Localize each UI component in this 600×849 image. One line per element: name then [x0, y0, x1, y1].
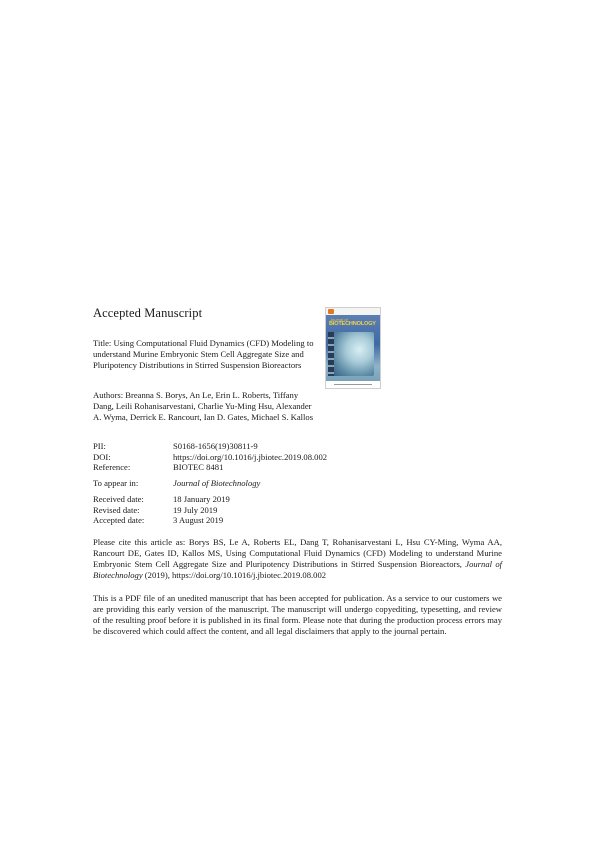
accepted-value: 3 August 2019 [173, 515, 224, 526]
reference-label: Reference: [93, 462, 131, 473]
received-label: Received date: [93, 494, 144, 504]
journal-cover-image [325, 307, 381, 389]
pii-row [93, 441, 327, 452]
cover-journal-name: BIOTECHNOLOGY [329, 321, 376, 327]
accepted-label: Accepted date: [93, 515, 145, 526]
revised-value: 19 July 2019 [173, 504, 218, 515]
pii-value: S0168-1656(19)30811-9 [173, 441, 258, 451]
cover-journal-of: Journal of [330, 317, 348, 322]
journal-name: Journal of Biotechnology [173, 478, 261, 488]
citation-journal: Journal of Biotechnology [93, 558, 502, 580]
pii-label: PII: [93, 441, 106, 451]
authors: Authors: Breanna S. Borys, An Le, Erin L. Roberts, Tiffany Dang, Leili Rohanisarvestani, Charlie Yu-Ming Hsu, Alexander A. Wyma, Derrick E. Rancourt, Ian D. Gates, Michael S. Kallos [93, 390, 314, 422]
publisher-logo-icon [328, 309, 334, 314]
cover-footer [326, 381, 380, 388]
cover-thumbnail-strip [328, 332, 334, 376]
citation-paragraph [93, 537, 502, 581]
revised-row [93, 505, 230, 516]
disclaimer-paragraph: This is a PDF file of an unedited manuscript that has been accepted for publication. As a service to our customers we are providing this early version of the manuscript. The manuscript will undergo copyediting, typesetting, and review of the resulting proof before it is published in its final form. Please note that during the production process errors may be discovered which could affect the content, and all legal disclaimers that apply to the journal pertain. [93, 593, 502, 636]
article-dates [93, 494, 230, 526]
article-title: Title: Using Computational Fluid Dynamics (CFD) Modeling to understand Murine Embryonic Stem Cell Aggregate Size and Pluripotency Distributions in Stirred Suspension Bioreactors [93, 338, 314, 370]
cover-header [326, 308, 380, 315]
reference-row [93, 462, 327, 473]
doi-label: DOI: [93, 451, 111, 462]
received-row [93, 494, 230, 505]
citation-doi: (2019), https://doi.org/10.1016/j.jbiotec.2019.08.002 [142, 569, 327, 580]
to-appear-in [93, 478, 260, 488]
article-identifiers [93, 441, 327, 473]
doi-link[interactable]: https://doi.org/10.1016/j.jbiotec.2019.08.002 [173, 451, 328, 462]
reference-value: BIOTEC 8481 [173, 462, 224, 473]
cover-artwork [332, 332, 374, 376]
doi-row [93, 452, 327, 463]
to-appear-label: To appear in: [93, 478, 139, 488]
citation-text: Please cite this article as: Borys BS, Le A, Roberts EL, Dang T, Rohanisarvestani L, Hsu CY-Ming, Wyma AA, Rancourt DE, Gates ID, Kallos MS, Using Computational Fluid Dynamics (CFD) Modeling to understand Murine Embryonic Stem Cell Aggregate Size and Pluripotency Distributions in Stirred Suspension Bioreactors, [93, 537, 502, 569]
accepted-row [93, 515, 230, 526]
page-heading: Accepted Manuscript [93, 306, 203, 320]
received-value: 18 January 2019 [173, 494, 230, 504]
revised-label: Revised date: [93, 504, 140, 515]
